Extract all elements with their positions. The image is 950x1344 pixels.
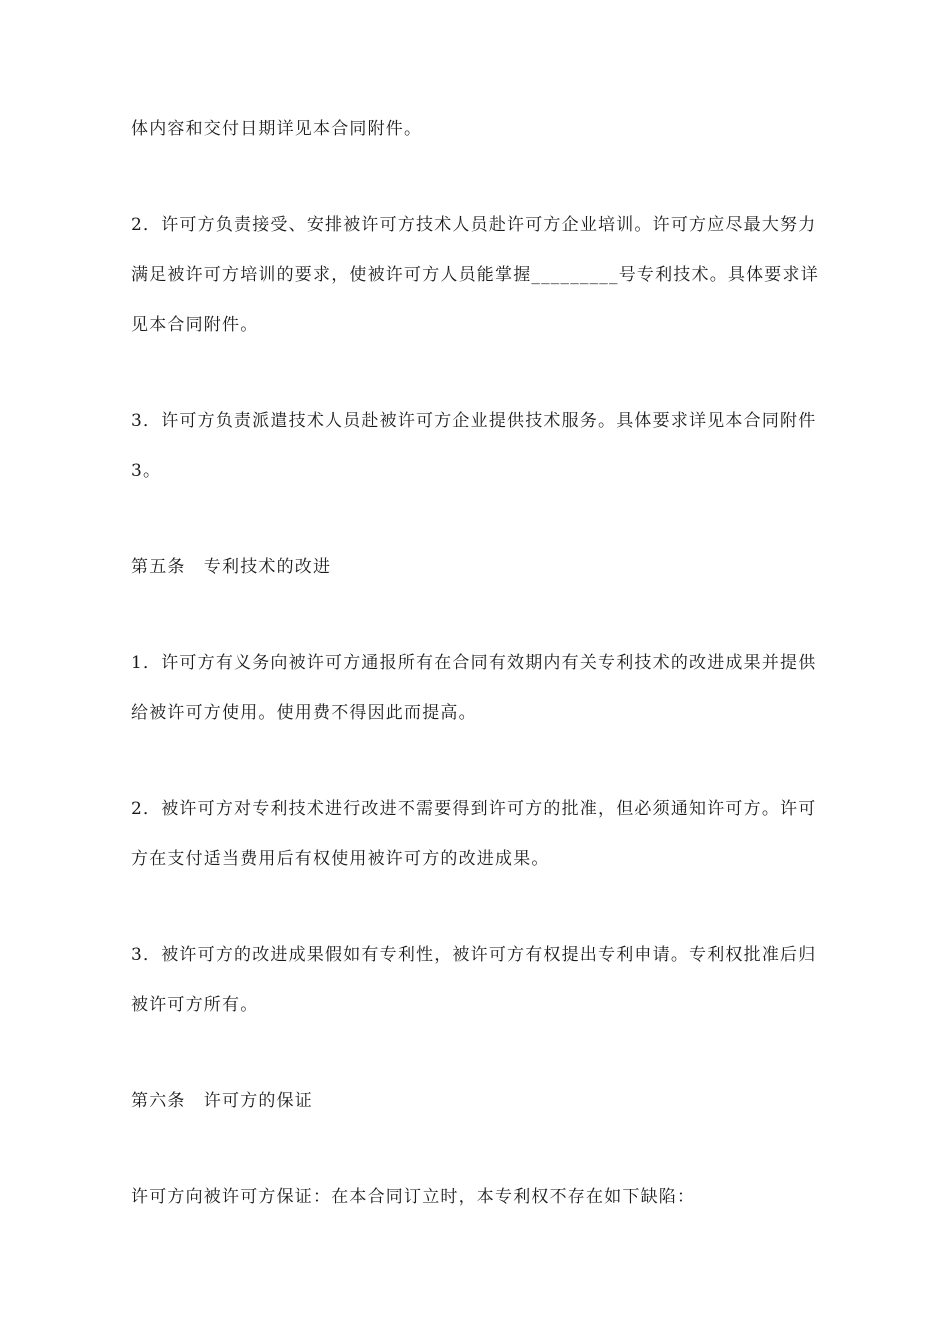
- paragraph-spacer: [131, 496, 821, 542]
- paragraph-spacer: [131, 884, 821, 930]
- paragraph-licensor-guarantee: 许可方向被许可方保证：在本合同订立时，本专利权不存在如下缺陷：: [131, 1187, 696, 1207]
- paragraph-spacer: [131, 154, 821, 200]
- paragraph-patent-application: 3．被许可方的改进成果假如有专利性，被许可方有权提出专利申请。专利权批准后归被许可方所有。: [131, 945, 817, 1015]
- paragraph-spacer: [131, 350, 821, 396]
- paragraph-improvement-notification: 1．许可方有义务向被许可方通报所有在合同有效期内有关专利技术的改进成果并提供给被许可方使用。使用费不得因此而提高。: [131, 653, 817, 723]
- paragraph-training: 2．许可方负责接受、安排被许可方技术人员赴许可方企业培训。许可方应尽最大努力满足被许可方培训的要求，使被许可方人员能掌握_________号专利技术。具体要求详见本合同附件。: [131, 215, 819, 335]
- paragraph-spacer: [131, 1126, 821, 1172]
- document-body: [131, 104, 821, 1222]
- paragraph-licensee-improvement: 2．被许可方对专利技术进行改进不需要得到许可方的批准，但必须通知许可方。许可方在支付适当费用后有权使用被许可方的改进成果。: [131, 799, 817, 869]
- paragraph-spacer: [131, 592, 821, 638]
- section-heading-article-5: 第五条 专利技术的改进: [131, 557, 332, 577]
- paragraph-spacer: [131, 738, 821, 784]
- paragraph-attachment-details: 体内容和交付日期详见本合同附件。: [131, 119, 423, 139]
- section-heading-article-6: 第六条 许可方的保证: [131, 1091, 313, 1111]
- paragraph-technical-service: 3．许可方负责派遣技术人员赴被许可方企业提供技术服务。具体要求详见本合同附件3。: [131, 411, 817, 481]
- paragraph-spacer: [131, 1030, 821, 1076]
